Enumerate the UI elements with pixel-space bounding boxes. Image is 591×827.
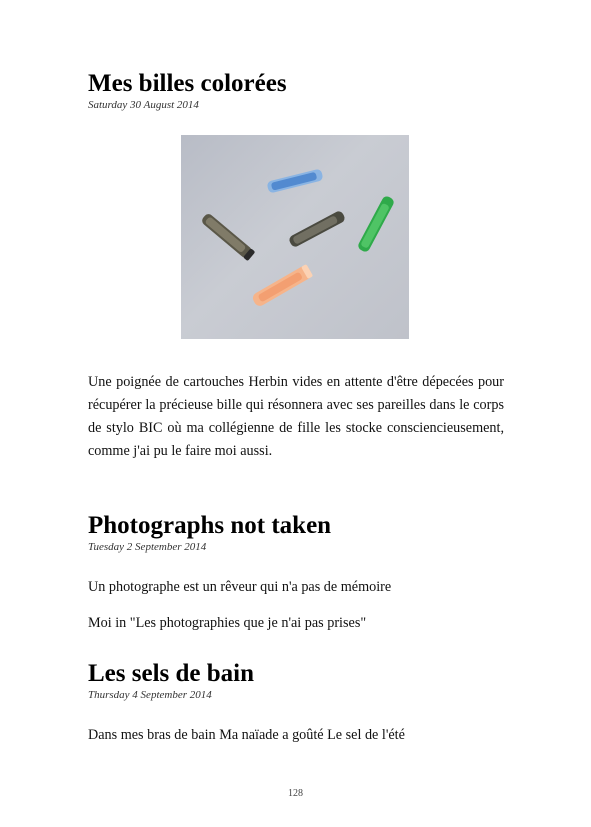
post-title: Photographs not taken xyxy=(88,512,332,539)
post-paragraph: Dans mes bras de bain Ma naïade a goûté Le sel de l'été xyxy=(88,727,405,743)
post-paragraph: Une poignée de cartouches Herbin vides en attente d'être dépecées pour récupérer la précieuse bille qui résonnera avec ses pareilles dans le corps de stylo BIC où ma collégienne de fille les stocke consciencieusement, comme j'ai pu le faire moi aussi. xyxy=(88,374,504,459)
post-photographs-body xyxy=(88,576,504,599)
post-les-sels-de-bain xyxy=(88,660,504,702)
page-number: 128 xyxy=(288,788,303,799)
post-date: Thursday 4 September 2014 xyxy=(88,689,212,701)
post-paragraph: Un photographe est un rêveur qui n'a pas de mémoire xyxy=(88,579,392,595)
post-paragraph: Moi in "Les photographies que je n'ai pas prises" xyxy=(88,615,367,631)
ink-cartridges-illustration xyxy=(181,135,409,339)
post-mes-billes-body xyxy=(88,371,504,463)
post-sels-body xyxy=(88,724,504,747)
post-photographs-not-taken xyxy=(88,512,504,554)
photo-ink-cartridges xyxy=(181,135,409,339)
post-title: Mes billes colorées xyxy=(88,70,287,97)
post-photographs-body-2 xyxy=(88,612,504,635)
post-date: Tuesday 2 September 2014 xyxy=(88,541,207,553)
post-title: Les sels de bain xyxy=(88,660,255,687)
post-mes-billes xyxy=(88,70,504,112)
post-date: Saturday 30 August 2014 xyxy=(88,99,199,111)
